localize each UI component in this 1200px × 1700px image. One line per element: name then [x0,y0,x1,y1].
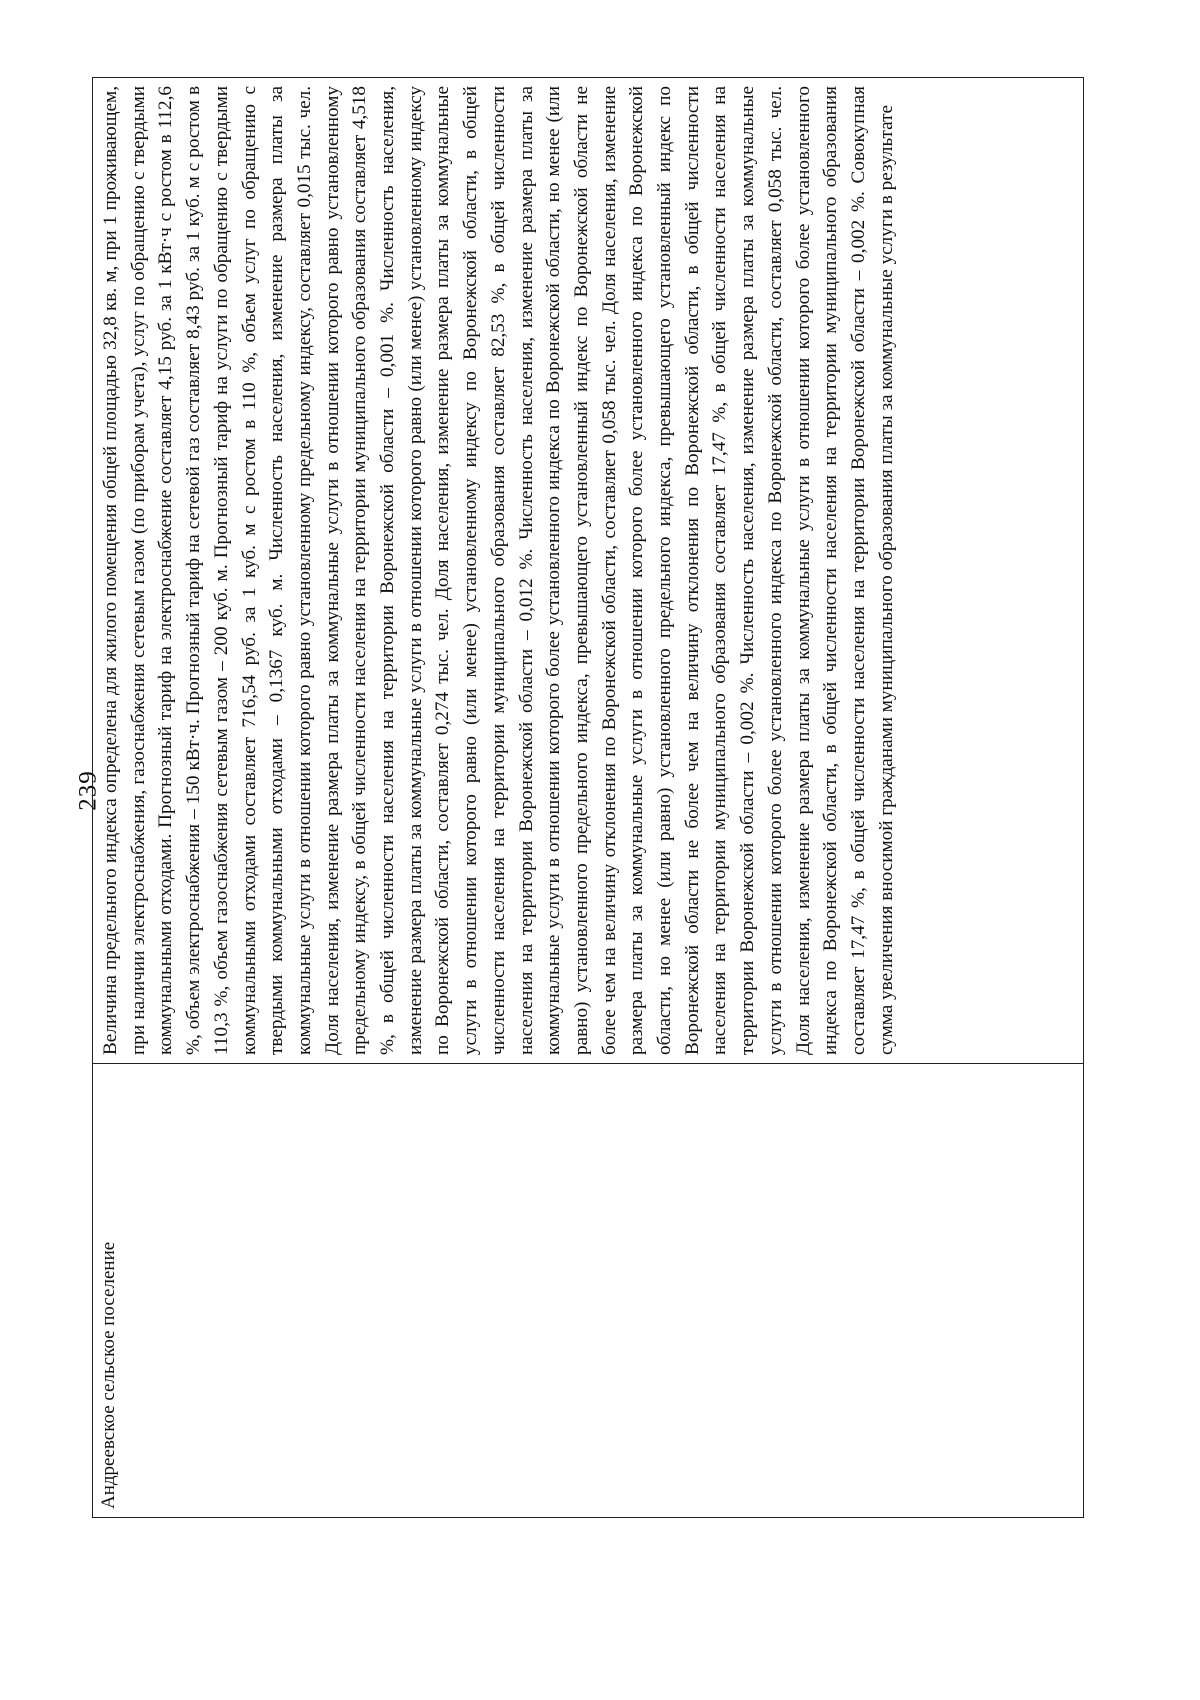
page-number: 239 [74,770,102,811]
table-row [93,78,1084,1518]
municipality-name-cell: Андреевское сельское поселение [93,1064,1084,1518]
table-frame [92,78,1084,1518]
rotated-table-container [92,78,1084,1518]
tariff-index-table [92,77,1084,1518]
index-description-cell [93,78,1084,1064]
index-description-text: Величина предельного индекса определена для жилого помещения общей площадью 32,8 кв. м, при 1 проживающем, при наличии электроснабжения, газоснабжения сетевым газом (по приборам учета), услуг по обращению с твердыми коммунальными отходами. Прогнозный тариф на электроснабжение составляет 4,15 руб. за 1 кВт·ч с ростом в 112,6 %, объем электроснабжения – 150 кВт·ч. Прогнозный тариф на сетевой газ составляет 8,43 руб. за 1 куб. м с ростом в 110,3 %, объем газоснабжения сетевым газом – 200 куб. м. Прогнозный тариф на услуги по обращению с твердыми коммунальными отходами составляет 716,54 руб. за 1 куб. м с ростом в 110 %, объем услуг по обращению с твердыми коммунальными отходами – 0,1367 куб. м. Численность населения, изменение размера платы за коммунальные услуги в отношении которого равно установленному предельному индексу, составляет 0,015 тыс. чел. Доля населения, изменение размера платы за коммунальные услуги в отношении которого равно установленному предельному индексу, в общей численности населения на территории муниципального образования составляет 4,518 %, в общей численности населения на территории Воронежской области – 0,001 %. Численность населения, изменение размера платы за коммунальные услуги в отношении которого равно (или менее) установленному индексу по Воронежской области, составляет 0,274 тыс. чел. Доля населения, изменение размера платы за коммунальные услуги в отношении которого равно (или менее) установленному индексу по Воронежской области, в общей численности населения на территории муниципального образования составляет 82,53 %, в общей численности населения на территории Воронежской области – 0,012 %. Численность населения, изменение размера платы за коммунальные услуги в отношении которого более установленного индекса по Воронежской области, но менее (или равно) установленного предельного индекса, превышающего установленный индекс по Воронежской области не более чем на величину отклонения по Воронежской области, составляет 0,058 тыс. чел. Доля населения, изменение размера платы за коммунальные услуги в отношении которого более установленного индекса по Воронежской области, но менее (или равно) установленного предельного индекса, превышающего установленный индекс по Воронежской области не более чем на величину отклонения по Воронежской области, в общей численности населения на территории муниципального образования составляет 17,47 %, в общей численности населения на территории Воронежской области – 0,002 %. Численность населения, изменение размера платы за коммунальные услуги в отношении которого более установленного индекса по Воронежской области, составляет 0,058 тыс. чел. Доля населения, изменение размера платы за коммунальные услуги в отношении которого более установленного индекса по Воронежской области, в общей численности населения на территории муниципального образования составляет 17,47 %, в общей численности населения на территории Воронежской области – 0,002 %. Совокупная сумма увеличения вносимой гражданами муниципального образования платы за коммунальные услуги в результате [100,86,897,1055]
